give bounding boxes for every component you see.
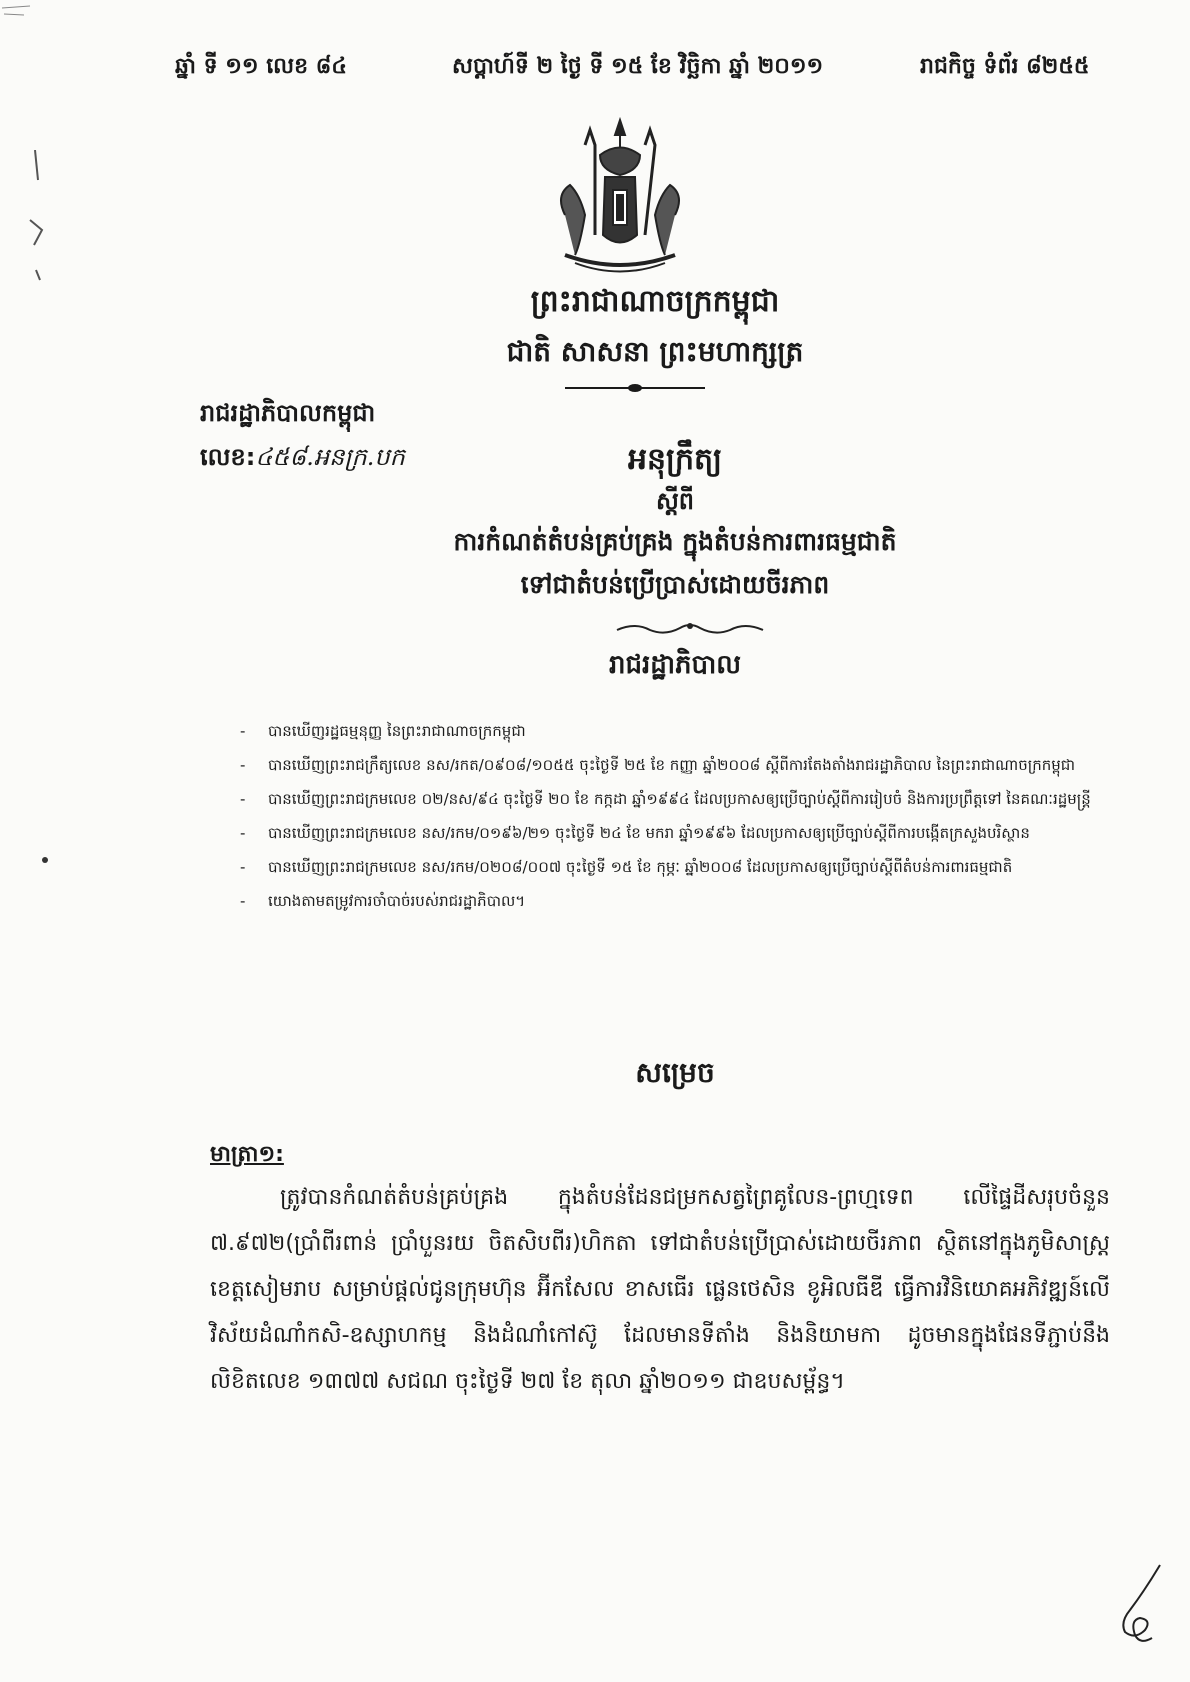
legal-references-list	[240, 716, 1100, 920]
reference-text: បានឃើញព្រះរាជក្រឹត្យលេខ នស/រកត/០៩០៨/១០៥៥ ចុះថ្ងៃទី ២៥ ខែ កញ្ញា ឆ្នាំ២០០៨ ស្តីពីការតែងតាំងរាជរដ្ឋាភិបាល នៃព្រះរាជាណាចក្រកម្ពុជា	[268, 756, 1076, 774]
document-about: ស្តីពី	[655, 487, 695, 515]
royal-coat-of-arms-icon	[545, 115, 695, 275]
issuing-government: រាជរដ្ឋាភិបាលកម្ពុជា	[200, 399, 376, 427]
document-type: អនុក្រឹត្យ	[627, 442, 723, 477]
reference-text: បានឃើញព្រះរាជក្រមលេខ នស/រកម/០២០៨/០០៧ ចុះថ្ងៃទី ១៥ ខែ កុម្ភៈ ឆ្នាំ២០០៨ ដែលប្រកាសឲ្យប្រើច្បាប់ស្តីពីតំបន់ការពារធម្មជាតិ	[268, 858, 1013, 876]
list-item	[240, 886, 1100, 916]
gazette-year-issue: ឆ្នាំ ទី ១១ លេខ ៨៤	[175, 54, 347, 79]
reference-text: បានឃើញព្រះរាជក្រមលេខ ០២/នស/៩៤ ចុះថ្ងៃទី ២០ ខែ កក្កដា ឆ្នាំ១៩៩៤ ដែលប្រកាសឲ្យប្រើច្បាប់ស្តីពីការរៀបចំ និងការប្រព្រឹត្តទៅ នៃគណៈរដ្ឋមន្ត្រី	[268, 790, 1091, 808]
list-dash: -	[240, 858, 246, 876]
decision-heading: សម្រេច	[635, 1056, 715, 1089]
issuer-heading: រាជរដ្ឋាភិបាល	[608, 650, 742, 680]
reference-text: បានឃើញរដ្ឋធម្មនុញ្ញ នៃព្រះរាជាណាចក្រកម្ពុជា	[268, 722, 526, 740]
national-motto: ជាតិ សាសនា ព្រះមហាក្សត្រ	[506, 335, 804, 368]
list-item	[240, 716, 1100, 746]
document-number-value: ៤៥៨.អនក្រ.បក	[255, 443, 405, 471]
gazette-page-number: រាជកិច្ច ទំព័រ ៨២៥៥	[920, 54, 1090, 79]
scan-corner-mark	[0, 0, 60, 30]
list-dash: -	[240, 892, 246, 910]
list-item	[240, 784, 1100, 814]
document-title-line-2: ទៅជាតំបន់ប្រើប្រាស់ដោយចីរភាព	[520, 570, 830, 599]
document-title-line-1: ការកំណត់តំបន់គ្រប់គ្រង ក្នុងតំបន់ការពារធម្មជាតិ	[453, 527, 897, 556]
gazette-week-date: សប្តាហ៍ទី ២ ថ្ងៃ ទី ១៥ ខែ វិច្ឆិកា ឆ្នាំ ២០១១	[452, 54, 824, 79]
kingdom-name: ព្រះរាជាណាចក្រកម្ពុជា	[530, 284, 780, 319]
divider-ornament	[628, 384, 642, 392]
list-item	[240, 852, 1100, 882]
reference-text: យោងតាមតម្រូវការចាំបាច់របស់រាជរដ្ឋាភិបាល។	[268, 892, 526, 910]
article-body: ត្រូវបានកំណត់តំបន់គ្រប់គ្រង ក្នុងតំបន់ដែនជម្រកសត្វព្រៃគូលែន-ព្រហ្មទេព លើផ្ទៃដីសរុបចំនួន ៧.៩៧២(ប្រាំពីរពាន់ ប្រាំបួនរយ ចិតសិបពីរ)ហិកតា ទៅជាតំបន់ប្រើប្រាស់ដោយចីរភាព ស្ថិតនៅក្នុងភូមិសាស្ត្រខេត្តសៀមរាប សម្រាប់ផ្តល់ជូនក្រុមហ៊ុន អ៊ីកសែល ខាសធើរ ផ្លេនថេសិន ខូអិលធីឌី ធ្វើការវិនិយោគអភិវឌ្ឍន៍លើវិស័យដំណាំកសិ-ឧស្សាហកម្ម និងដំណាំកៅស៊ូ ដែលមានទីតាំង និងនិយាមកា ដូចមានក្នុងផែនទីភ្ជាប់នឹងលិខិតលេខ ១៣៧៧ សជណ ចុះថ្ងៃទី ២៧ ខែ តុលា ឆ្នាំ២០១១ ជាឧបសម្ព័ន្ធ។	[210, 1185, 1110, 1394]
signature-icon	[1090, 1560, 1170, 1650]
scan-margin-marks	[20, 150, 50, 1650]
list-item	[240, 818, 1100, 848]
list-dash: -	[240, 722, 246, 740]
article-label: មាត្រា១:	[210, 1142, 284, 1167]
ornament-flourish	[615, 620, 765, 636]
reference-text: បានឃើញព្រះរាជក្រមលេខ នស/រកម/០១៩៦/២១ ចុះថ្ងៃទី ២៤ ខែ មករា ឆ្នាំ១៩៩៦ ដែលប្រកាសឲ្យប្រើច្បាប់ស្តីពីការបង្កើតក្រសួងបរិស្ថាន	[268, 824, 1030, 842]
list-item	[240, 750, 1100, 780]
document-number-label: លេខ:	[200, 443, 256, 471]
list-dash: -	[240, 790, 246, 808]
list-dash: -	[240, 824, 246, 842]
list-dash: -	[240, 756, 246, 774]
